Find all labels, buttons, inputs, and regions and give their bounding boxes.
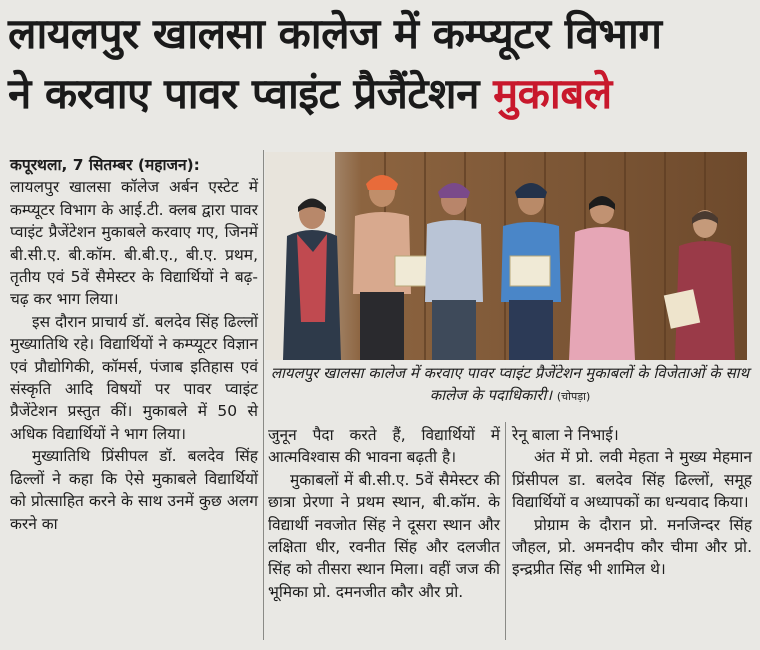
article-column-1	[10, 154, 258, 535]
paragraph-judges-end: रेनू बाला ने निभाई।	[512, 426, 619, 444]
paragraph-winners: मुकाबलों में बी.सी.ए. 5वें सैमेस्टर की छात्रा प्रेरणा ने प्रथम स्थान, बी.कॉम. के विद्यार्थी नवजोत सिंह ने दूसरा स्थान और लक्षिता धीर, रवनीत सिंह और दलजीत सिंह को तीसरा स्थान मिला। वहीं जज की भूमिका प्रो. दमनजीत कौर और प्रो.	[268, 470, 500, 601]
headline-line-1: लायलपुर खालसा कालेज में कम्प्यूटर विभाग	[8, 9, 662, 58]
paragraph-attendees: प्रोग्राम के दौरान प्रो. मनजिन्दर सिंह जौहल, प्रो. अमनदीप कौर चीमा और प्रो. इन्द्रप्रीत सिंह भी शामिल थे।	[512, 515, 752, 579]
headline-line-2-black: ने करवाए पावर प्वाइंट प्रैजैंटेशन	[8, 69, 479, 118]
paragraph-chief-guest: इस दौरान प्राचार्य डॉ. बलदेव सिंह ढिल्लों मुख्यातिथि रहे। विद्यार्थियों ने कम्प्यूटर विज्ञान एवं प्रौद्योगिकी, कॉमर्स, पंजाब इतिहास एवं संस्कृति आदि विषयों पर पावर प्वाइंट प्रैजेंटेशन प्रस्तुत कीं। मुकाबले में 50 से अधिक विद्यार्थियों ने भाग लिया।	[10, 312, 258, 443]
column-divider	[505, 422, 506, 640]
headline-line-2	[8, 64, 752, 124]
paragraph-confidence: जुनून पैदा करते हैं, विद्यार्थियों में आत्मविश्वास की भावना बढ़ती है।	[268, 426, 500, 467]
dateline: कपूरथला, 7 सितम्बर (महाजन):	[10, 156, 200, 174]
paragraph-vote-of-thanks: अंत में प्रो. लवी मेहता ने मुख्य मेहमान प्रिंसीपल डा. बलदेव सिंह ढिल्लों, समूह विद्यार्थियों व अध्यापकों का धन्यवाद किया।	[512, 448, 752, 512]
paragraph-quote-start: मुख्यातिथि प्रिंसीपल डॉ. बलदेव सिंह ढिल्लों ने कहा कि ऐसे मुकाबले विद्यार्थियों को प्रोत्साहित करने के साथ उनमें कुछ अलग करने का	[10, 447, 258, 533]
headline-highlight: मुकाबले	[493, 69, 612, 118]
caption-text: लायलपुर खालसा कालेज में करवाए पावर प्वाइंट प्रैजेंटेशन मुकाबलों के विजेताओं के साथ कालेज के पदाधिकारी।	[270, 364, 750, 404]
column-divider	[263, 150, 264, 640]
headline	[8, 4, 752, 124]
photo-caption	[268, 362, 752, 408]
paragraph-intro: लायलपुर खालसा कॉलेज अर्बन एस्टेट में कम्प्यूटर विभाग के आई.टी. क्लब द्वारा पावर प्वाइंट प्रैजेंटेशन मुकाबले करवाए गए, जिनमें बी.सी.ए. बी.कॉम. बी.बी.ए., बी.ए. प्रथम, तृतीय एवं 5वें सैमेस्टर के विद्यार्थियों ने बढ़-चढ़ कर भाग लिया।	[10, 178, 258, 309]
photo-credit: (चोपड़ा)	[556, 390, 591, 403]
event-photo	[265, 152, 747, 360]
article-column-2	[268, 424, 500, 603]
article-column-3	[512, 424, 752, 581]
event-photo-illustration	[265, 152, 747, 360]
